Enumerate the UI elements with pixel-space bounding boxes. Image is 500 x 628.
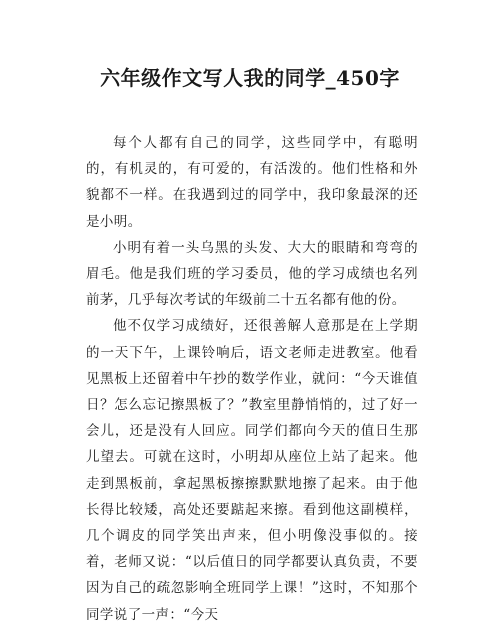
paragraph-3: 他不仅学习成绩好，还很善解人意那是在上学期的一天下午，上课铃响后，语文老师走进教室。他看见黑板上还留着中午抄的数学作业，就问：“今天谁值日？怎么忘记擦黑板了？”教室里静悄悄的，过了好一会儿，还是没有人回应。同学们都向今天的值日生那儿望去。可就在这时，小明却从座位上站了起来。他走到黑板前，拿起黑板擦擦默默地擦了起来。由于他长得比较矮，高处还要踮起来擦。看到他这副模样，几个调皮的同学笑出声来，但小明像没事似的。接着，老师又说：“以后值日的同学都要认真负责，不要因为自己的疏忽影响全班同学上课！”这时，不知那个同学说了一声：“今天 [86,318,418,623]
paragraph-1: 每个人都有自己的同学，这些同学中，有聪明的，有机灵的，有可爱的，有活泼的。他们性格和外貌都不一样。在我遇到过的同学中，我印象最深的还是小明。 [86,135,418,230]
document-title: 六年级作文写人我的同学_450字 [100,66,400,90]
document-body [86,130,418,628]
paragraph-2: 小明有着一头乌黑的头发、大大的眼睛和弯弯的眉毛。他是我们班的学习委员，他的学习成绩也名列前茅，几乎每次考试的年级前二十五名都有他的份。 [86,239,418,309]
